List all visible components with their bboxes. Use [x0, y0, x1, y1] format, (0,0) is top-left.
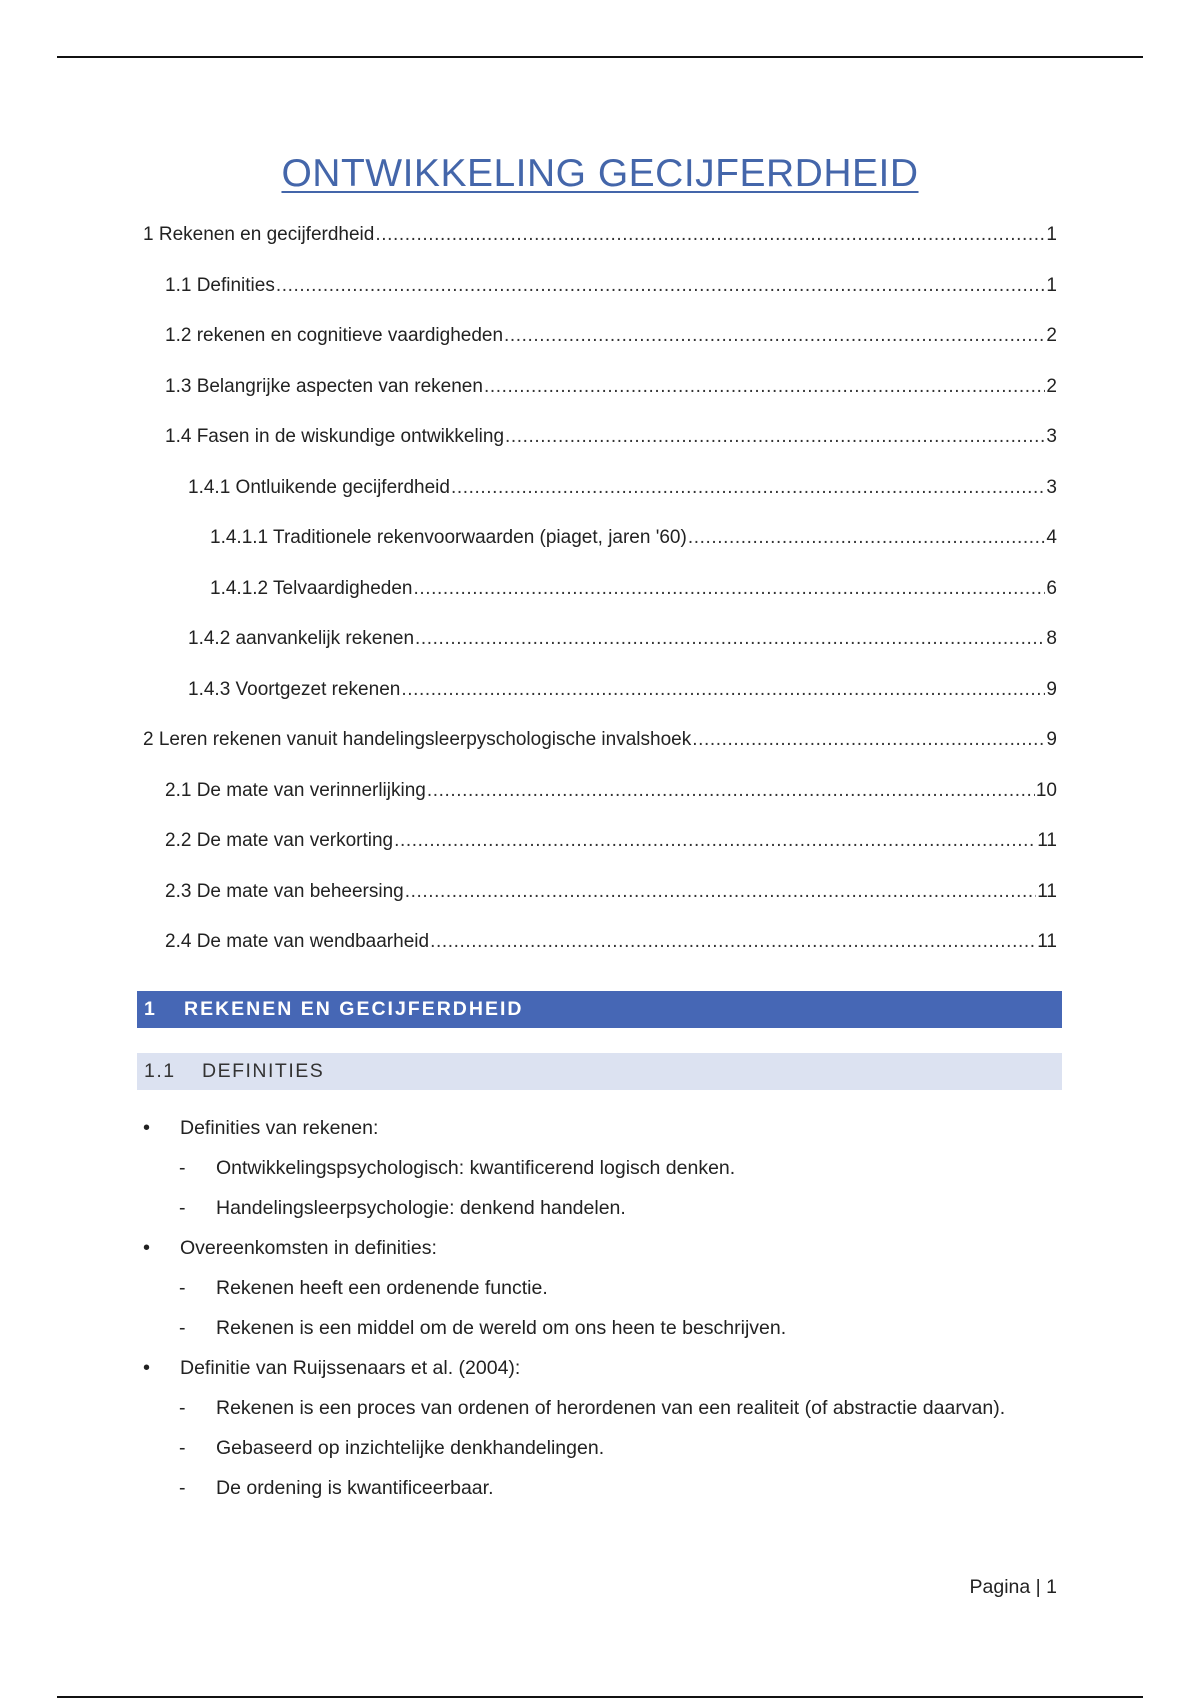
toc-entry-label: 1.4.1.1 Traditionele rekenvoorwaarden (piaget, jaren '60)	[210, 527, 687, 548]
sub-bullet-text: Gebaseerd op inzichtelijke denkhandelingen.	[216, 1437, 605, 1459]
toc-entry-page: 10	[1035, 779, 1057, 801]
dash-icon: -	[179, 1197, 186, 1219]
toc-entry-page: 9	[1046, 729, 1057, 750]
sub-bullet-item	[137, 1388, 1057, 1428]
toc-leader-dots	[692, 729, 1045, 751]
sub-bullet-item	[137, 1268, 1057, 1308]
toc-entry[interactable]	[143, 578, 1057, 629]
toc-entry-page: 11	[1037, 931, 1057, 952]
toc-entry[interactable]	[143, 931, 1057, 982]
sub-bullet-item	[137, 1308, 1057, 1348]
sub-bullet-item	[137, 1188, 1057, 1228]
page-footer: Pagina | 1	[969, 1576, 1057, 1598]
definitions-list	[137, 1108, 1057, 1508]
sub-bullet-text: Rekenen is een middel om de wereld om ons heen te beschrijven.	[216, 1317, 787, 1339]
bullet-text: Definitie van Ruijssenaars et al. (2004):	[180, 1357, 521, 1379]
toc-entry-label: 1.4 Fasen in de wiskundige ontwikkeling	[165, 426, 505, 447]
toc-entry-page: 8	[1046, 628, 1057, 649]
toc-entry[interactable]	[143, 628, 1057, 679]
sub-bullet-text: Rekenen is een proces van ordenen of herordenen van een realiteit (of abstractie daarvan).	[216, 1397, 1006, 1419]
toc-leader-dots	[451, 477, 1045, 499]
toc-leader-dots	[688, 527, 1046, 549]
document-title: ONTWIKKELING GECIJFERDHEID	[281, 152, 919, 195]
dash-icon: -	[179, 1477, 186, 1499]
bullet-icon: •	[143, 1237, 151, 1259]
toc-leader-dots	[413, 578, 1045, 600]
sub-bullet-text: Rekenen heeft een ordenende functie.	[216, 1277, 548, 1299]
toc-leader-dots	[405, 881, 1037, 903]
bullet-icon: •	[143, 1357, 151, 1379]
toc-entry[interactable]	[143, 376, 1057, 427]
toc-entry-label: 2.3 De mate van beheersing	[165, 880, 404, 902]
bullet-item	[137, 1348, 1057, 1388]
sub-bullet-item	[137, 1148, 1057, 1188]
bottom-rule	[57, 1696, 1143, 1698]
toc-entry-page: 11	[1037, 880, 1057, 902]
toc-entry[interactable]	[143, 224, 1057, 275]
table-of-contents	[143, 224, 1057, 982]
toc-leader-dots	[415, 628, 1045, 650]
toc-entry-label: 1.4.2 aanvankelijk rekenen	[188, 628, 415, 649]
toc-entry-label: 2 Leren rekenen vanuit handelingsleerpyschologische invalshoek	[143, 729, 692, 750]
dash-icon: -	[179, 1157, 186, 1179]
toc-leader-dots	[430, 931, 1036, 953]
bullet-text: Overeenkomsten in definities:	[180, 1237, 437, 1259]
sub-bullet-text: De ordening is kwantificeerbaar.	[216, 1477, 494, 1499]
toc-entry[interactable]	[143, 830, 1057, 881]
heading-1	[137, 991, 1062, 1028]
toc-entry-page: 1	[1046, 224, 1057, 245]
toc-entry-page: 9	[1046, 678, 1057, 700]
toc-leader-dots	[427, 780, 1035, 802]
toc-entry-label: 1 Rekenen en gecijferdheid	[143, 224, 375, 245]
toc-leader-dots	[276, 275, 1046, 297]
toc-entry-label: 2.2 De mate van verkorting	[165, 830, 394, 851]
toc-entry-label: 1.4.3 Voortgezet rekenen	[188, 678, 401, 700]
top-rule	[57, 56, 1143, 58]
toc-entry[interactable]	[143, 729, 1057, 780]
toc-leader-dots	[401, 679, 1045, 701]
toc-entry[interactable]	[143, 881, 1057, 932]
heading-2	[137, 1053, 1062, 1090]
toc-entry-page: 4	[1046, 527, 1057, 548]
toc-entry-label: 1.2 rekenen en cognitieve vaardigheden	[165, 325, 504, 346]
toc-entry[interactable]	[143, 679, 1057, 730]
toc-entry-label: 1.3 Belangrijke aspecten van rekenen	[165, 375, 483, 397]
sub-bullet-item	[137, 1468, 1057, 1508]
toc-leader-dots	[504, 325, 1045, 347]
heading-2-number: 1.1	[144, 1060, 176, 1082]
toc-entry[interactable]	[143, 275, 1057, 326]
bullet-text: Definities van rekenen:	[180, 1117, 379, 1139]
toc-entry-page: 2	[1046, 325, 1057, 346]
bullet-icon: •	[143, 1117, 151, 1139]
dash-icon: -	[179, 1317, 186, 1339]
toc-entry[interactable]	[143, 426, 1057, 477]
bullet-item	[137, 1108, 1057, 1148]
toc-entry[interactable]	[143, 780, 1057, 831]
toc-entry-page: 6	[1046, 577, 1057, 599]
toc-leader-dots	[505, 426, 1045, 448]
toc-entry-page: 3	[1046, 476, 1057, 498]
dash-icon: -	[179, 1277, 186, 1299]
toc-entry-page: 2	[1046, 375, 1057, 397]
toc-entry-label: 1.1 Definities	[165, 274, 275, 296]
toc-leader-dots	[484, 376, 1045, 398]
bullet-item	[137, 1228, 1057, 1268]
dash-icon: -	[179, 1437, 186, 1459]
sub-bullet-text: Handelingsleerpsychologie: denkend handelen.	[216, 1197, 626, 1219]
toc-entry-page: 3	[1046, 426, 1057, 447]
toc-entry-page: 11	[1037, 830, 1057, 851]
toc-leader-dots	[394, 830, 1036, 852]
toc-entry-label: 2.1 De mate van verinnerlijking	[165, 779, 426, 801]
dash-icon: -	[179, 1397, 186, 1419]
toc-leader-dots	[375, 224, 1045, 246]
toc-entry-label: 1.4.1 Ontluikende gecijferdheid	[188, 476, 450, 498]
toc-entry-page: 1	[1046, 274, 1057, 296]
heading-1-text: REKENEN EN GECIJFERDHEID	[184, 998, 524, 1020]
toc-entry[interactable]	[143, 325, 1057, 376]
heading-2-text: DEFINITIES	[202, 1060, 325, 1082]
toc-entry[interactable]	[143, 527, 1057, 578]
toc-entry[interactable]	[143, 477, 1057, 528]
heading-1-number: 1	[144, 998, 157, 1020]
toc-entry-label: 1.4.1.2 Telvaardigheden	[210, 577, 413, 599]
sub-bullet-text: Ontwikkelingspsychologisch: kwantificerend logisch denken.	[216, 1157, 736, 1179]
toc-entry-label: 2.4 De mate van wendbaarheid	[165, 931, 430, 952]
sub-bullet-item	[137, 1428, 1057, 1468]
